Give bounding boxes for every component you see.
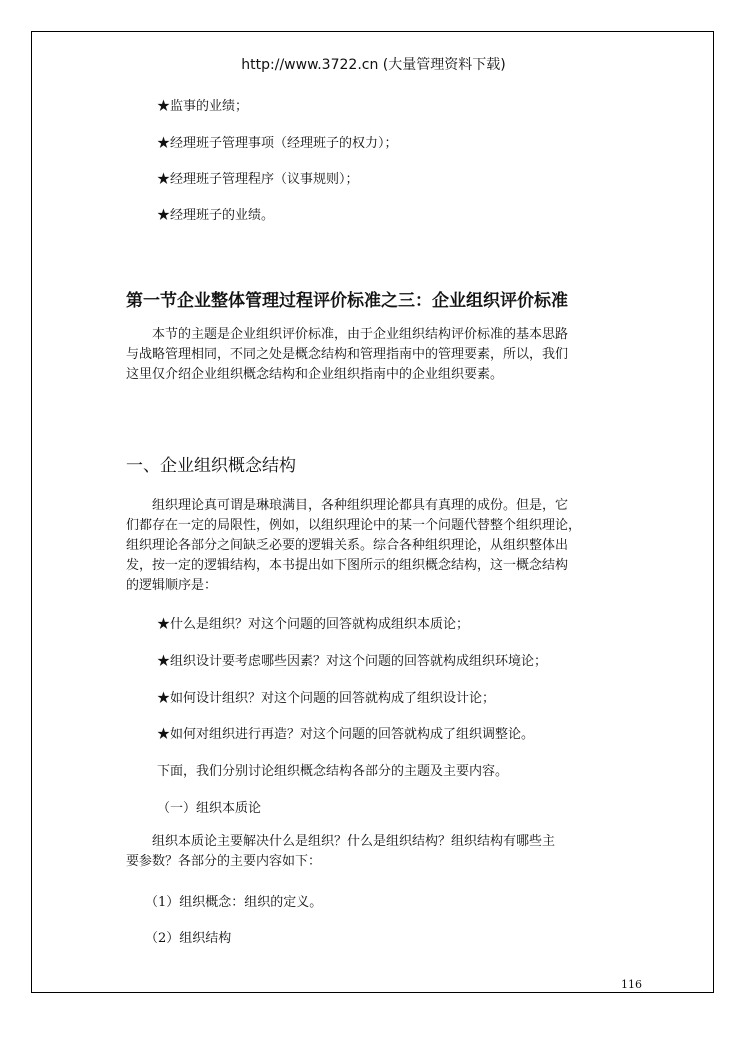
theory-paragraph [126,496,642,596]
list-item: （1）组织概念：组织的定义。 [145,895,323,910]
bullet-item: ★监事的业绩； [157,99,249,114]
page-number: 116 [621,978,642,991]
essence-paragraph [126,832,642,872]
paragraph-line: 的逻辑顺序是： [126,578,218,593]
header-url: http://www.3722.cn (大量管理资料下载) [241,57,506,73]
paragraph-line: 发，按一定的逻辑结构，本书提出如下图所示的组织概念结构，这一概念结构 [126,558,569,573]
paragraph-line: 们都存在一定的局限性，例如，以组织理论中的某一个问题代替整个组织理论， [126,518,582,533]
document-page [31,31,714,993]
paragraph-line: 本节的主题是企业组织评价标准，由于企业组织结构评价标准的基本思路 [152,327,569,342]
paragraph-line: 组织理论真可谓是琳琅满目，各种组织理论都具有真理的成份。但是，它 [152,498,569,513]
bullet-item: ★经理班子的业绩。 [157,208,275,223]
bullet-item: ★经理班子管理程序（议事规则）； [157,172,359,187]
bullet-item: ★什么是组织？对这个问题的回答就构成组织本质论； [157,617,470,632]
bullet-item: ★组织设计要考虑哪些因素？对这个问题的回答就构成组织环境论； [157,654,548,669]
list-item: （2）组织结构 [145,931,232,946]
paragraph-line: 要参数？各部分的主要内容如下： [126,854,322,869]
bullet-item: ★经理班子管理事项（经理班子的权力）； [157,136,398,151]
paragraph-line: 组织本质论主要解决什么是组织？什么是组织结构？组织结构有哪些主 [152,834,556,849]
part-title: （一）组织本质论 [157,801,262,816]
paragraph-line: 这里仅介绍企业组织概念结构和企业组织指南中的企业组织要素。 [126,367,504,382]
transition-line: 下面，我们分别讨论组织概念结构各部分的主题及主要内容。 [157,764,509,779]
bullet-item: ★如何设计组织？对这个问题的回答就构成了组织设计论； [157,691,496,706]
subsection-title: 一、企业组织概念结构 [126,456,296,476]
section-title: 第一节企业整体管理过程评价标准之三：企业组织评价标准 [126,291,568,311]
paragraph-line: 组织理论各部分之间缺乏必要的逻辑关系。综合各种组织理论，从组织整体出 [126,538,569,553]
intro-paragraph [126,325,642,385]
paragraph-line: 与战略管理相同，不同之处是概念结构和管理指南中的管理要素，所以，我们 [126,347,569,362]
bullet-item: ★如何对组织进行再造？对这个问题的回答就构成了组织调整论。 [157,727,535,742]
